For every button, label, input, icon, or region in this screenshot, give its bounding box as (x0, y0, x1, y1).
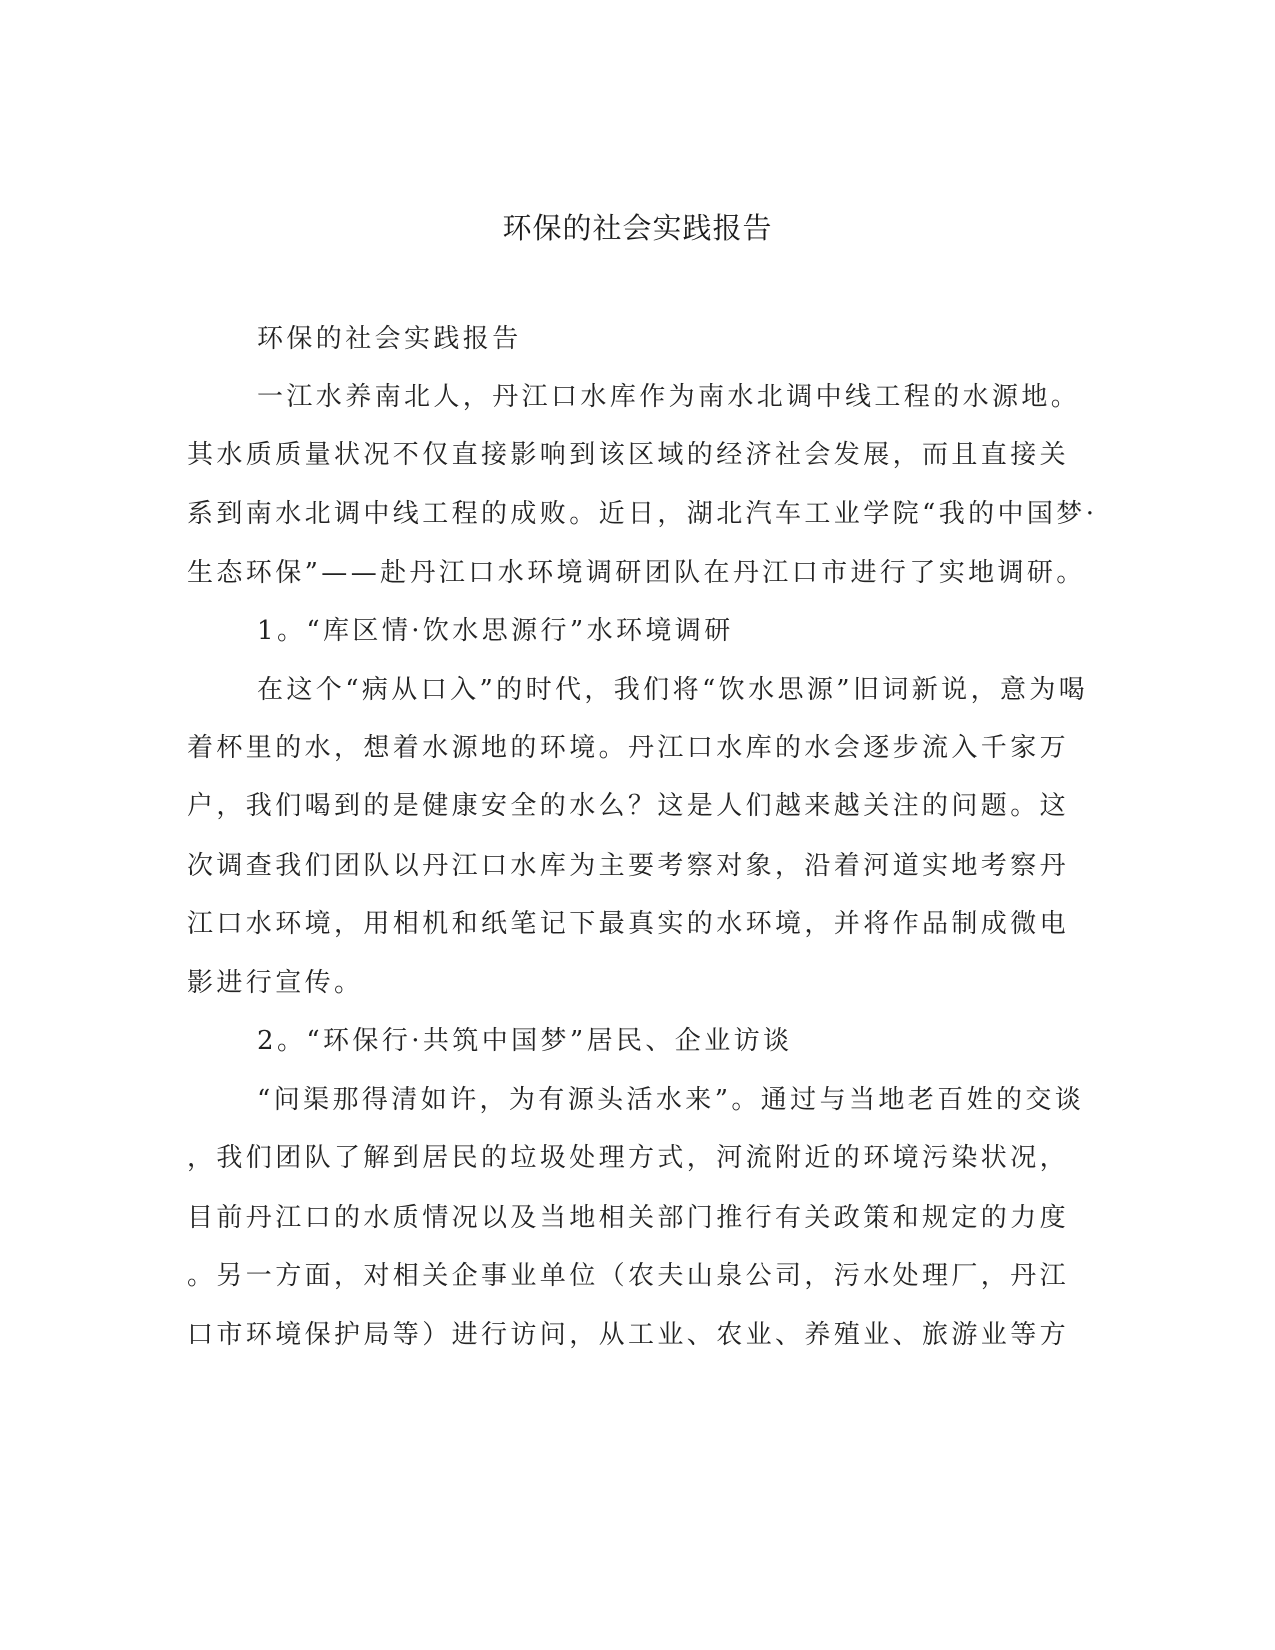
paragraph-line: ，我们团队了解到居民的垃圾处理方式，河流附近的环境污染状况， (187, 1143, 1070, 1173)
document-title: 环保的社会实践报告 (502, 211, 773, 245)
paragraph-line: 在这个“病从口入”的时代，我们将“饮水思源”旧词新说，意为喝 (257, 675, 1089, 705)
section-heading: 2。“环保行·共筑中国梦”居民、企业访谈 (257, 1026, 793, 1056)
paragraph-line: 户，我们喝到的是健康安全的水么？这是人们越来越关注的问题。这 (187, 791, 1070, 821)
paragraph-line: 其水质质量状况不仅直接影响到该区域的经济社会发展，而且直接关 (187, 440, 1070, 470)
paragraph-line: 次调查我们团队以丹江口水库为主要考察对象，沿着河道实地考察丹 (187, 851, 1070, 881)
paragraph-line: 着杯里的水，想着水源地的环境。丹江口水库的水会逐步流入千家万 (187, 733, 1070, 763)
paragraph-line: 江口水环境，用相机和纸笔记下最真实的水环境，并将作品制成微电 (187, 909, 1070, 939)
paragraph-line: 生态环保”——赴丹江口水环境调研团队在丹江口市进行了实地调研。 (187, 558, 1086, 588)
paragraph-line: 一江水养南北人，丹江口水库作为南水北调中线工程的水源地。 (257, 382, 1081, 412)
paragraph-line: 。另一方面，对相关企事业单位（农夫山泉公司，污水处理厂，丹江 (187, 1261, 1070, 1291)
section-heading: 1。“库区情·饮水思源行”水环境调研 (257, 616, 734, 646)
paragraph-line: 目前丹江口的水质情况以及当地相关部门推行有关政策和规定的力度 (187, 1203, 1070, 1233)
subtitle-line: 环保的社会实践报告 (257, 324, 522, 354)
paragraph-line: 口市环境保护局等）进行访问，从工业、农业、养殖业、旅游业等方 (187, 1320, 1070, 1350)
paragraph-line: 系到南水北调中线工程的成败。近日，湖北汽车工业学院“我的中国梦· (187, 499, 1098, 529)
paragraph-line: 影进行宣传。 (187, 968, 364, 998)
paragraph-line: “问渠那得清如许，为有源头活水来”。通过与当地老百姓的交谈 (257, 1085, 1085, 1115)
